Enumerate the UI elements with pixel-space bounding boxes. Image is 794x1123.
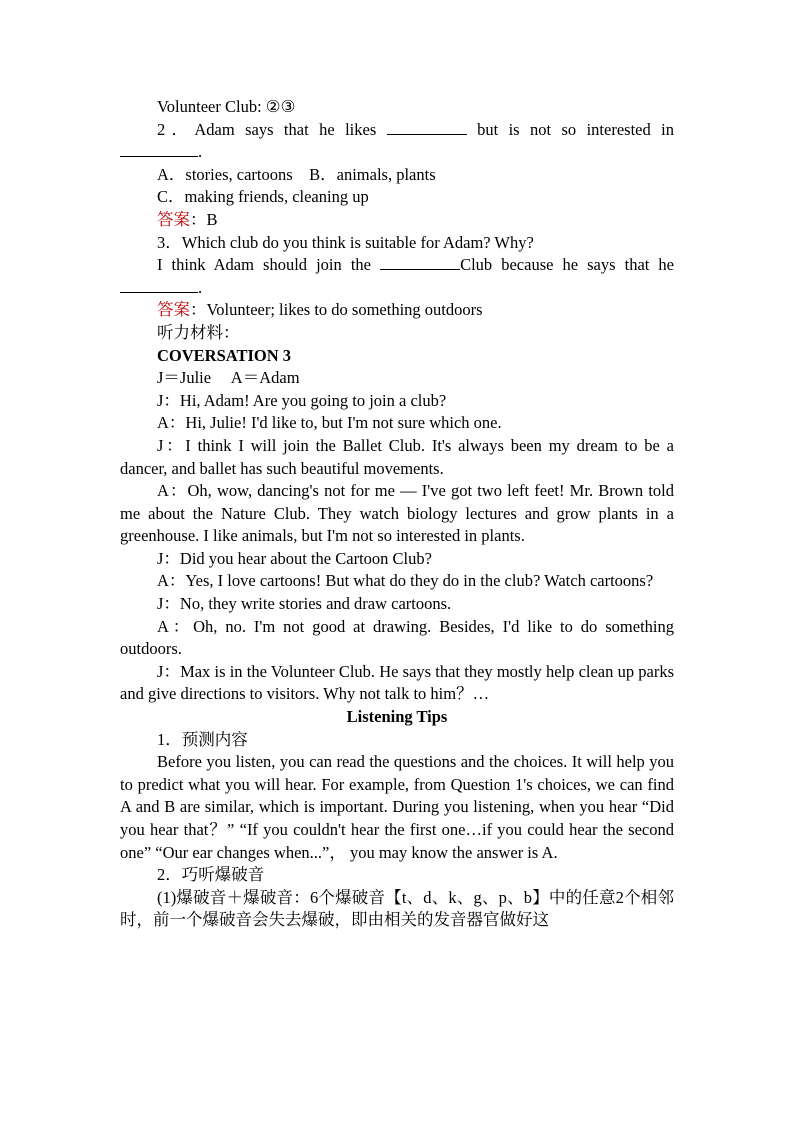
dialogue-line: A：Yes, I love cartoons! But what do they do in the club? Watch cartoons? (157, 571, 654, 591)
dialogue-line: J：Did you hear about the Cartoon Club? (157, 548, 432, 568)
q3-fill-suffix: . (198, 277, 203, 297)
q2-suffix: . (198, 142, 203, 162)
tip-1-heading: 1．预测内容 (157, 729, 248, 749)
dialogue-line: J：I think I will join the Ballet Club. It's always been my dream to be a dancer, and ballet has such beautiful movements. (120, 435, 674, 478)
material-label: 听力材料： (157, 322, 240, 342)
question-3: 3．Which club do you think is suitable for Adam? Why? (157, 232, 534, 252)
dialogue-line: J：Hi, Adam! Are you going to join a club? (157, 390, 447, 410)
q2-option-c: C．making friends, cleaning up (157, 187, 369, 207)
dialogue-line: J：Max is in the Volunteer Club. He says that they mostly help clean up parks and give directions to visitors. Why not talk to him？… (120, 661, 674, 704)
answer-blank (380, 255, 460, 270)
speakers-line: J＝Julie A＝Adam (157, 368, 300, 388)
q2-prefix: 2．Adam says that he likes (157, 119, 387, 139)
q3-answer (120, 299, 674, 322)
tip-2-heading: 2．巧听爆破音 (157, 865, 265, 885)
dialogue-line: A：Hi, Julie! I'd like to, but I'm not sure which one. (157, 413, 502, 433)
q2-middle: but is not so interested in (466, 119, 674, 139)
document-page (120, 96, 674, 932)
answer-label: 答案 (157, 300, 190, 320)
answer-value: ：Volunteer; likes to do something outdoors (190, 300, 483, 320)
q3-fill-middle: Club because he says that he (460, 255, 674, 275)
tip-2-text: (1)爆破音＋爆破音：6个爆破音【t、d、k、g、p、b】中的任意2个相邻时，前一个爆破音会失去爆破，即由相关的发音器官做好这 (120, 887, 674, 930)
tips-title: Listening Tips (346, 707, 448, 727)
dialogue-line: A：Oh, no. I'm not good at drawing. Besides, I'd like to do something outdoors. (120, 616, 674, 659)
answer-blank (120, 142, 198, 157)
answer-value: ：B (190, 209, 218, 229)
q1-answer-label: Volunteer Club: (157, 97, 266, 116)
answer-blank (387, 120, 467, 135)
conversation-title: COVERSATION 3 (157, 345, 292, 365)
q1-answer-value: ②③ (265, 97, 296, 116)
q3-fill (120, 254, 674, 299)
q2-answer (120, 209, 674, 232)
q2-option-ab: A．stories, cartoons B．animals, plants (157, 164, 436, 184)
dialogue-line: J：No, they write stories and draw cartoons. (157, 594, 452, 614)
tip-1-text: Before you listen, you can read the questions and the choices. It will help you to predict what you will hear. For example, from Question 1's choices, we can find A and B are similar, which is important. During you listening, when you hear “Did you hear that？” “If you couldn't hear the first one…if you could hear the second one” “Our ear changes when...”， you may know the answer is A. (120, 752, 674, 862)
q3-fill-prefix: I think Adam should join the (157, 255, 381, 275)
answer-blank (120, 278, 198, 293)
q1-answer-line (120, 96, 674, 119)
question-2 (120, 119, 674, 164)
answer-label: 答案 (157, 209, 190, 229)
dialogue-line: A：Oh, wow, dancing's not for me — I've got two left feet! Mr. Brown told me about the Nature Club. They watch biology lectures and grow plants in a greenhouse. I like animals, but I'm not so interested in plants. (120, 481, 674, 546)
